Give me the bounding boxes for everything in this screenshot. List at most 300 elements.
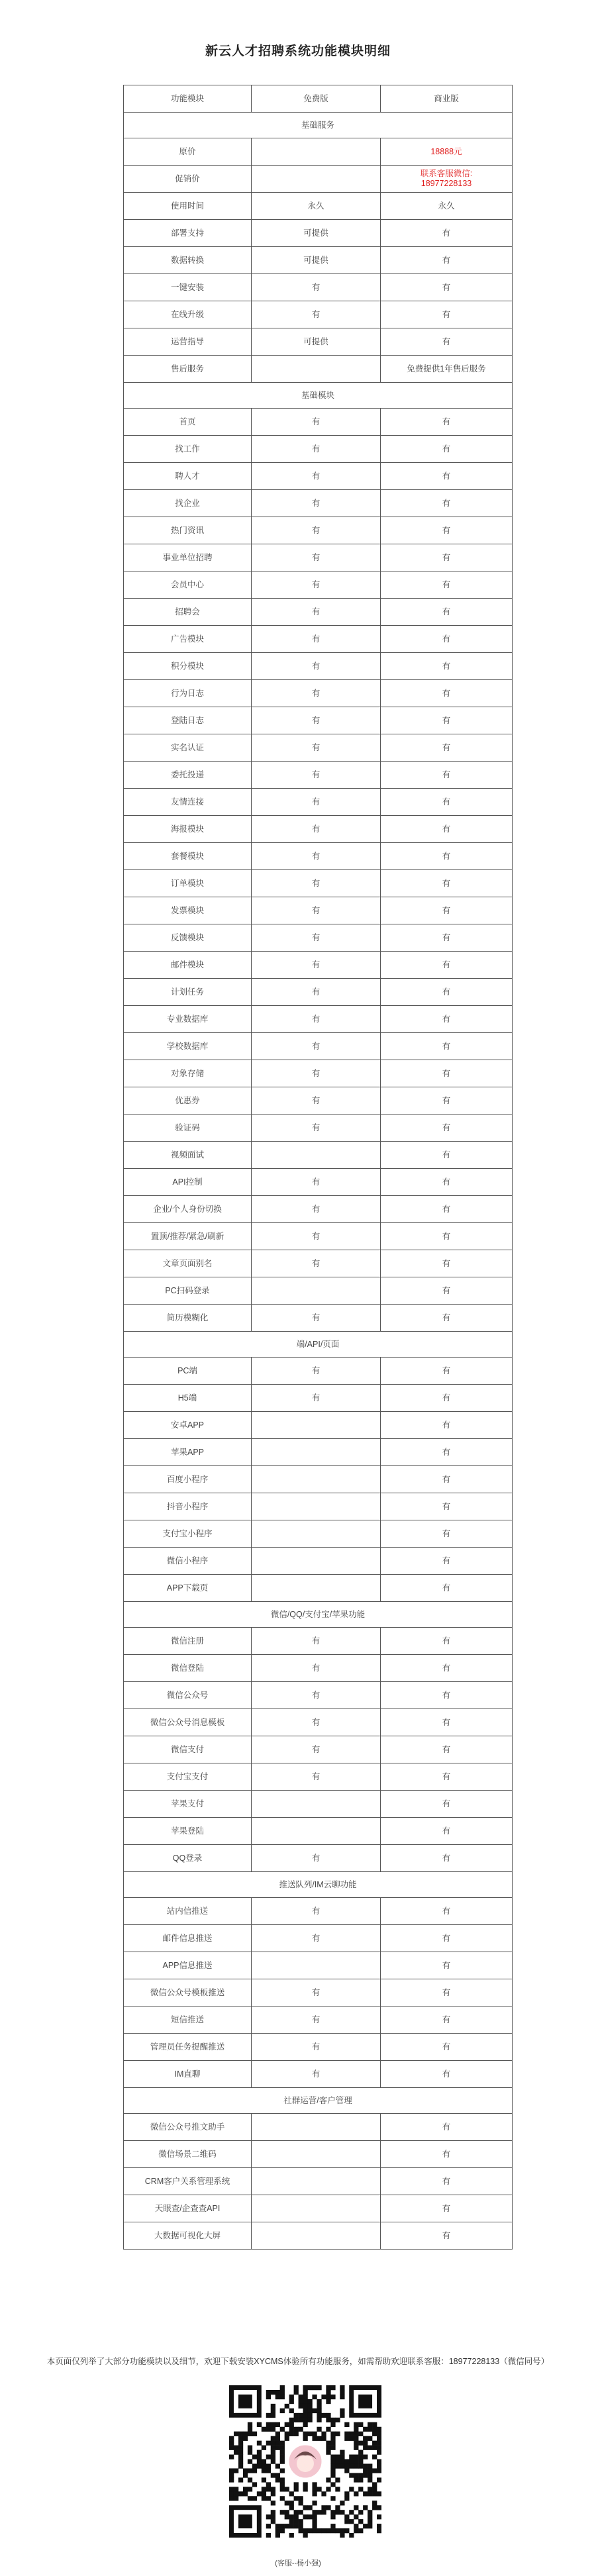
module-name-cell: 简历模糊化 <box>124 1305 252 1332</box>
commercial-edition-cell: 有 <box>381 1925 513 1952</box>
module-name-cell: 支付宝小程序 <box>124 1520 252 1548</box>
module-name-cell: 友情连接 <box>124 789 252 816</box>
table-row <box>124 1142 513 1169</box>
table-row <box>124 193 513 220</box>
commercial-edition-cell: 有 <box>381 1493 513 1520</box>
module-name-cell: 微信公众号 <box>124 1682 252 1709</box>
commercial-edition-cell: 有 <box>381 1196 513 1223</box>
table-row <box>124 166 513 193</box>
section-header-row <box>124 1332 513 1358</box>
free-edition-cell: 有 <box>252 2006 381 2034</box>
module-name-cell: 运营指导 <box>124 328 252 356</box>
module-name-cell: 广告模块 <box>124 626 252 653</box>
table-row <box>124 1791 513 1818</box>
free-edition-cell: 有 <box>252 436 381 463</box>
commercial-edition-cell: 有 <box>381 1006 513 1033</box>
commercial-edition-cell: 有 <box>381 734 513 762</box>
commercial-edition-cell: 有 <box>381 1033 513 1060</box>
table-row <box>124 1763 513 1791</box>
commercial-edition-cell: 有 <box>381 571 513 599</box>
section-label: 基础服务 <box>124 113 513 138</box>
table-row <box>124 1979 513 2006</box>
table-row <box>124 1682 513 1709</box>
free-edition-cell: 有 <box>252 1196 381 1223</box>
free-edition-cell: 有 <box>252 1223 381 1250</box>
free-edition-cell: 有 <box>252 274 381 301</box>
module-name-cell: PC端 <box>124 1358 252 1385</box>
module-name-cell: APP信息推送 <box>124 1952 252 1979</box>
commercial-edition-cell: 有 <box>381 2114 513 2141</box>
free-edition-cell: 有 <box>252 626 381 653</box>
commercial-edition-cell: 有 <box>381 1548 513 1575</box>
module-name-cell: 抖音小程序 <box>124 1493 252 1520</box>
table-row <box>124 1006 513 1033</box>
free-edition-cell: 有 <box>252 1655 381 1682</box>
table-row <box>124 843 513 870</box>
free-edition-cell: 有 <box>252 1115 381 1142</box>
free-edition-cell: 有 <box>252 1628 381 1655</box>
free-edition-cell: 有 <box>252 979 381 1006</box>
free-edition-cell: 有 <box>252 1763 381 1791</box>
free-edition-cell: 有 <box>252 843 381 870</box>
module-name-cell: 微信支付 <box>124 1736 252 1763</box>
header-commercial-edition: 商业版 <box>381 85 513 113</box>
module-name-cell: 邮件模块 <box>124 952 252 979</box>
commercial-edition-cell: 有 <box>381 2195 513 2222</box>
module-name-cell: 学校数据库 <box>124 1033 252 1060</box>
table-row <box>124 1575 513 1602</box>
commercial-edition-cell: 免费提供1年售后服务 <box>381 356 513 383</box>
table-row <box>124 1439 513 1466</box>
table-row <box>124 2061 513 2088</box>
table-header-row <box>124 85 513 113</box>
section-header-row <box>124 1602 513 1628</box>
free-edition-cell: 有 <box>252 1845 381 1872</box>
commercial-edition-cell: 有 <box>381 1709 513 1736</box>
free-edition-cell <box>252 2222 381 2250</box>
table-row <box>124 2222 513 2250</box>
module-name-cell: 微信登陆 <box>124 1655 252 1682</box>
commercial-edition-cell: 有 <box>381 952 513 979</box>
table-row <box>124 1493 513 1520</box>
free-edition-cell: 有 <box>252 1358 381 1385</box>
free-edition-cell <box>252 1142 381 1169</box>
module-name-cell: 苹果登陆 <box>124 1818 252 1845</box>
free-edition-cell: 有 <box>252 816 381 843</box>
commercial-edition-cell: 有 <box>381 870 513 897</box>
free-edition-cell: 有 <box>252 301 381 328</box>
free-edition-cell <box>252 1520 381 1548</box>
free-edition-cell: 有 <box>252 789 381 816</box>
commercial-edition-cell: 有 <box>381 680 513 707</box>
commercial-edition-cell: 有 <box>381 1250 513 1277</box>
module-name-cell: 原价 <box>124 138 252 166</box>
commercial-edition-cell: 有 <box>381 1115 513 1142</box>
module-name-cell: 事业单位招聘 <box>124 544 252 571</box>
table-row <box>124 1305 513 1332</box>
commercial-edition-cell: 有 <box>381 274 513 301</box>
module-name-cell: 会员中心 <box>124 571 252 599</box>
free-edition-cell <box>252 1575 381 1602</box>
table-row <box>124 301 513 328</box>
table-row <box>124 247 513 274</box>
commercial-edition-cell: 有 <box>381 517 513 544</box>
module-name-cell: 短信推送 <box>124 2006 252 2034</box>
table-row <box>124 517 513 544</box>
table-row <box>124 680 513 707</box>
table-row <box>124 356 513 383</box>
module-name-cell: 发票模块 <box>124 897 252 924</box>
table-row <box>124 1628 513 1655</box>
section-header-row <box>124 383 513 409</box>
commercial-edition-cell: 有 <box>381 1952 513 1979</box>
commercial-edition-cell: 有 <box>381 599 513 626</box>
commercial-edition-cell: 有 <box>381 653 513 680</box>
module-name-cell: H5端 <box>124 1385 252 1412</box>
table-row <box>124 1818 513 1845</box>
commercial-edition-cell: 有 <box>381 544 513 571</box>
commercial-edition-cell: 有 <box>381 2061 513 2088</box>
commercial-edition-cell: 有 <box>381 1305 513 1332</box>
free-edition-cell: 有 <box>252 409 381 436</box>
commercial-edition-cell: 有 <box>381 979 513 1006</box>
table-row <box>124 409 513 436</box>
free-edition-cell <box>252 1791 381 1818</box>
module-name-cell: 一键安装 <box>124 274 252 301</box>
module-name-cell: 订单模块 <box>124 870 252 897</box>
table-row <box>124 924 513 952</box>
section-label: 社群运营/客户管理 <box>124 2088 513 2114</box>
commercial-edition-cell: 有 <box>381 1142 513 1169</box>
module-name-cell: 验证码 <box>124 1115 252 1142</box>
free-edition-cell: 有 <box>252 897 381 924</box>
free-edition-cell: 可提供 <box>252 328 381 356</box>
module-name-cell: 支付宝支付 <box>124 1763 252 1791</box>
module-name-cell: 微信场景二维码 <box>124 2141 252 2168</box>
commercial-edition-cell: 有 <box>381 1060 513 1087</box>
table-row <box>124 1845 513 1872</box>
free-edition-cell: 有 <box>252 1087 381 1115</box>
module-name-cell: 部署支持 <box>124 220 252 247</box>
wechat-qr-code <box>229 2385 381 2538</box>
free-edition-cell: 有 <box>252 1060 381 1087</box>
commercial-edition-cell: 有 <box>381 843 513 870</box>
module-name-cell: 微信注册 <box>124 1628 252 1655</box>
commercial-edition-cell: 有 <box>381 1087 513 1115</box>
commercial-edition-cell: 有 <box>381 490 513 517</box>
free-edition-cell <box>252 1548 381 1575</box>
commercial-edition-cell: 有 <box>381 2168 513 2195</box>
free-edition-cell: 有 <box>252 952 381 979</box>
commercial-edition-cell: 有 <box>381 1818 513 1845</box>
free-edition-cell: 有 <box>252 1736 381 1763</box>
free-edition-cell <box>252 1818 381 1845</box>
module-name-cell: 在线升级 <box>124 301 252 328</box>
table-row <box>124 1277 513 1305</box>
page-title: 新云人才招聘系统功能模块明细 <box>205 44 391 58</box>
module-name-cell: 找工作 <box>124 436 252 463</box>
table-row <box>124 1250 513 1277</box>
qr-code-image <box>229 2385 381 2538</box>
module-name-cell: 苹果支付 <box>124 1791 252 1818</box>
module-name-cell: 委托投递 <box>124 762 252 789</box>
free-edition-cell: 有 <box>252 490 381 517</box>
module-name-cell: 企业/个人身份切换 <box>124 1196 252 1223</box>
module-name-cell: QQ登录 <box>124 1845 252 1872</box>
module-name-cell: API控制 <box>124 1169 252 1196</box>
module-name-cell: 数据转换 <box>124 247 252 274</box>
free-edition-cell <box>252 1277 381 1305</box>
table-row <box>124 1060 513 1087</box>
free-edition-cell: 有 <box>252 1979 381 2006</box>
table-row <box>124 952 513 979</box>
module-name-cell: 微信公众号推文助手 <box>124 2114 252 2141</box>
table-body <box>124 85 513 2250</box>
module-name-cell: 优惠券 <box>124 1087 252 1115</box>
module-name-cell: 聘人才 <box>124 463 252 490</box>
section-label: 推送队列/IM云聊功能 <box>124 1872 513 1898</box>
table-row <box>124 1709 513 1736</box>
table-row <box>124 220 513 247</box>
commercial-edition-cell: 18888元 <box>381 138 513 166</box>
free-edition-cell <box>252 1439 381 1466</box>
header-free-edition: 免费版 <box>252 85 381 113</box>
commercial-edition-cell: 有 <box>381 1277 513 1305</box>
section-label: 基础模块 <box>124 383 513 409</box>
module-name-cell: 文章页面别名 <box>124 1250 252 1277</box>
free-edition-cell: 有 <box>252 653 381 680</box>
commercial-edition-cell: 有 <box>381 1358 513 1385</box>
free-edition-cell: 有 <box>252 870 381 897</box>
module-name-cell: 苹果APP <box>124 1439 252 1466</box>
commercial-edition-cell: 有 <box>381 1655 513 1682</box>
table-row <box>124 870 513 897</box>
commercial-edition-cell: 有 <box>381 1845 513 1872</box>
module-name-cell: 找企业 <box>124 490 252 517</box>
free-edition-cell: 有 <box>252 1250 381 1277</box>
module-name-cell: 反馈模块 <box>124 924 252 952</box>
commercial-edition-cell: 有 <box>381 707 513 734</box>
table-row <box>124 544 513 571</box>
module-name-cell: 售后服务 <box>124 356 252 383</box>
module-name-cell: 对象存储 <box>124 1060 252 1087</box>
commercial-edition-cell: 有 <box>381 1520 513 1548</box>
free-edition-cell: 有 <box>252 599 381 626</box>
table-row <box>124 707 513 734</box>
free-edition-cell: 有 <box>252 517 381 544</box>
free-edition-cell: 有 <box>252 1169 381 1196</box>
module-name-cell: 邮件信息推送 <box>124 1925 252 1952</box>
table-row <box>124 274 513 301</box>
table-row <box>124 138 513 166</box>
module-name-cell: PC扫码登录 <box>124 1277 252 1305</box>
module-name-cell: 实名认证 <box>124 734 252 762</box>
commercial-edition-cell: 有 <box>381 463 513 490</box>
header-module: 功能模块 <box>124 85 252 113</box>
table-row <box>124 734 513 762</box>
commercial-edition-cell: 有 <box>381 1575 513 1602</box>
commercial-edition-cell: 联系客服微信: 18977228133 <box>381 166 513 193</box>
commercial-edition-cell: 有 <box>381 301 513 328</box>
table-row <box>124 571 513 599</box>
section-label: 微信/QQ/支付宝/苹果功能 <box>124 1602 513 1628</box>
commercial-edition-cell: 有 <box>381 409 513 436</box>
table-row <box>124 1898 513 1925</box>
commercial-edition-cell: 有 <box>381 220 513 247</box>
module-name-cell: CRM客户关系管理系统 <box>124 2168 252 2195</box>
module-name-cell: 海报模块 <box>124 816 252 843</box>
table-row <box>124 1033 513 1060</box>
table-row <box>124 1952 513 1979</box>
table-row <box>124 463 513 490</box>
free-edition-cell: 有 <box>252 707 381 734</box>
footer-note: 本页面仅列举了大部分功能模块以及细节，欢迎下载安装XYCMS体验所有功能服务，如需帮助欢迎联系客服：18977228133（微信同号） <box>46 2357 550 2366</box>
free-edition-cell <box>252 166 381 193</box>
commercial-edition-cell: 有 <box>381 789 513 816</box>
table-row <box>124 1087 513 1115</box>
module-name-cell: 站内信推送 <box>124 1898 252 1925</box>
module-name-cell: IM直聊 <box>124 2061 252 2088</box>
module-name-cell: 积分模块 <box>124 653 252 680</box>
free-edition-cell: 有 <box>252 463 381 490</box>
table-row <box>124 599 513 626</box>
table-row <box>124 816 513 843</box>
table-row <box>124 2114 513 2141</box>
table-row <box>124 1736 513 1763</box>
qr-caption: (客服--杨小强) <box>275 2559 321 2567</box>
module-name-cell: 首页 <box>124 409 252 436</box>
table-row <box>124 490 513 517</box>
table-row <box>124 626 513 653</box>
table-row <box>124 789 513 816</box>
commercial-edition-cell: 有 <box>381 897 513 924</box>
free-edition-cell: 有 <box>252 2034 381 2061</box>
commercial-edition-cell: 有 <box>381 1763 513 1791</box>
commercial-edition-cell: 有 <box>381 1736 513 1763</box>
table-row <box>124 1385 513 1412</box>
section-header-row <box>124 113 513 138</box>
commercial-edition-cell: 有 <box>381 247 513 274</box>
commercial-edition-cell: 有 <box>381 2222 513 2250</box>
module-name-cell: 微信小程序 <box>124 1548 252 1575</box>
commercial-edition-cell: 有 <box>381 1898 513 1925</box>
free-edition-cell: 有 <box>252 1925 381 1952</box>
module-name-cell: 促销价 <box>124 166 252 193</box>
free-edition-cell <box>252 1466 381 1493</box>
commercial-edition-cell: 有 <box>381 1682 513 1709</box>
free-edition-cell: 有 <box>252 1898 381 1925</box>
module-name-cell: 登陆日志 <box>124 707 252 734</box>
module-name-cell: 天眼查/企查查API <box>124 2195 252 2222</box>
module-name-cell: 使用时间 <box>124 193 252 220</box>
table-row <box>124 979 513 1006</box>
module-name-cell: 大数据可视化大屏 <box>124 2222 252 2250</box>
table-row <box>124 762 513 789</box>
table-row <box>124 1169 513 1196</box>
commercial-edition-cell: 有 <box>381 1385 513 1412</box>
feature-comparison-table <box>123 85 513 2250</box>
table-row <box>124 653 513 680</box>
commercial-edition-cell: 有 <box>381 626 513 653</box>
table-row <box>124 1655 513 1682</box>
module-name-cell: 微信公众号消息模板 <box>124 1709 252 1736</box>
table-row <box>124 2006 513 2034</box>
free-edition-cell: 永久 <box>252 193 381 220</box>
free-edition-cell: 有 <box>252 680 381 707</box>
free-edition-cell: 有 <box>252 924 381 952</box>
commercial-edition-cell: 有 <box>381 1412 513 1439</box>
free-edition-cell <box>252 2195 381 2222</box>
module-name-cell: APP下载页 <box>124 1575 252 1602</box>
free-edition-cell: 有 <box>252 1033 381 1060</box>
table-row <box>124 328 513 356</box>
module-name-cell: 置顶/推荐/紧急/刷新 <box>124 1223 252 1250</box>
module-name-cell: 专业数据库 <box>124 1006 252 1033</box>
module-name-cell: 热门资讯 <box>124 517 252 544</box>
free-edition-cell <box>252 1952 381 1979</box>
free-edition-cell: 有 <box>252 734 381 762</box>
module-name-cell: 视频面试 <box>124 1142 252 1169</box>
module-name-cell: 行为日志 <box>124 680 252 707</box>
module-name-cell: 管理员任务提醒推送 <box>124 2034 252 2061</box>
commercial-edition-cell: 有 <box>381 2141 513 2168</box>
commercial-edition-cell: 有 <box>381 1466 513 1493</box>
section-header-row <box>124 2088 513 2114</box>
section-header-row <box>124 1872 513 1898</box>
module-name-cell: 安卓APP <box>124 1412 252 1439</box>
free-edition-cell <box>252 2168 381 2195</box>
commercial-edition-cell: 有 <box>381 1169 513 1196</box>
section-label: 端/API/页面 <box>124 1332 513 1358</box>
commercial-edition-cell: 有 <box>381 1628 513 1655</box>
commercial-edition-cell: 有 <box>381 328 513 356</box>
commercial-edition-cell: 有 <box>381 762 513 789</box>
table-row <box>124 1223 513 1250</box>
table-row <box>124 1115 513 1142</box>
free-edition-cell <box>252 1493 381 1520</box>
commercial-edition-cell: 有 <box>381 1791 513 1818</box>
free-edition-cell: 有 <box>252 1682 381 1709</box>
table-row <box>124 1466 513 1493</box>
commercial-edition-cell: 有 <box>381 1223 513 1250</box>
module-name-cell: 套餐模块 <box>124 843 252 870</box>
free-edition-cell: 有 <box>252 1006 381 1033</box>
table-row <box>124 436 513 463</box>
table-row <box>124 2141 513 2168</box>
free-edition-cell <box>252 2141 381 2168</box>
commercial-edition-cell: 有 <box>381 2034 513 2061</box>
table-row <box>124 897 513 924</box>
table-row <box>124 1925 513 1952</box>
free-edition-cell: 可提供 <box>252 220 381 247</box>
module-name-cell: 微信公众号模板推送 <box>124 1979 252 2006</box>
module-name-cell: 百度小程序 <box>124 1466 252 1493</box>
free-edition-cell: 有 <box>252 1305 381 1332</box>
commercial-edition-cell: 有 <box>381 816 513 843</box>
table-row <box>124 1358 513 1385</box>
table-row <box>124 1548 513 1575</box>
free-edition-cell: 有 <box>252 2061 381 2088</box>
free-edition-cell: 有 <box>252 1385 381 1412</box>
free-edition-cell <box>252 2114 381 2141</box>
free-edition-cell: 有 <box>252 762 381 789</box>
table-row <box>124 2168 513 2195</box>
commercial-edition-cell: 有 <box>381 1439 513 1466</box>
table-row <box>124 1196 513 1223</box>
table-row <box>124 1412 513 1439</box>
table-row <box>124 2034 513 2061</box>
commercial-edition-cell: 有 <box>381 436 513 463</box>
